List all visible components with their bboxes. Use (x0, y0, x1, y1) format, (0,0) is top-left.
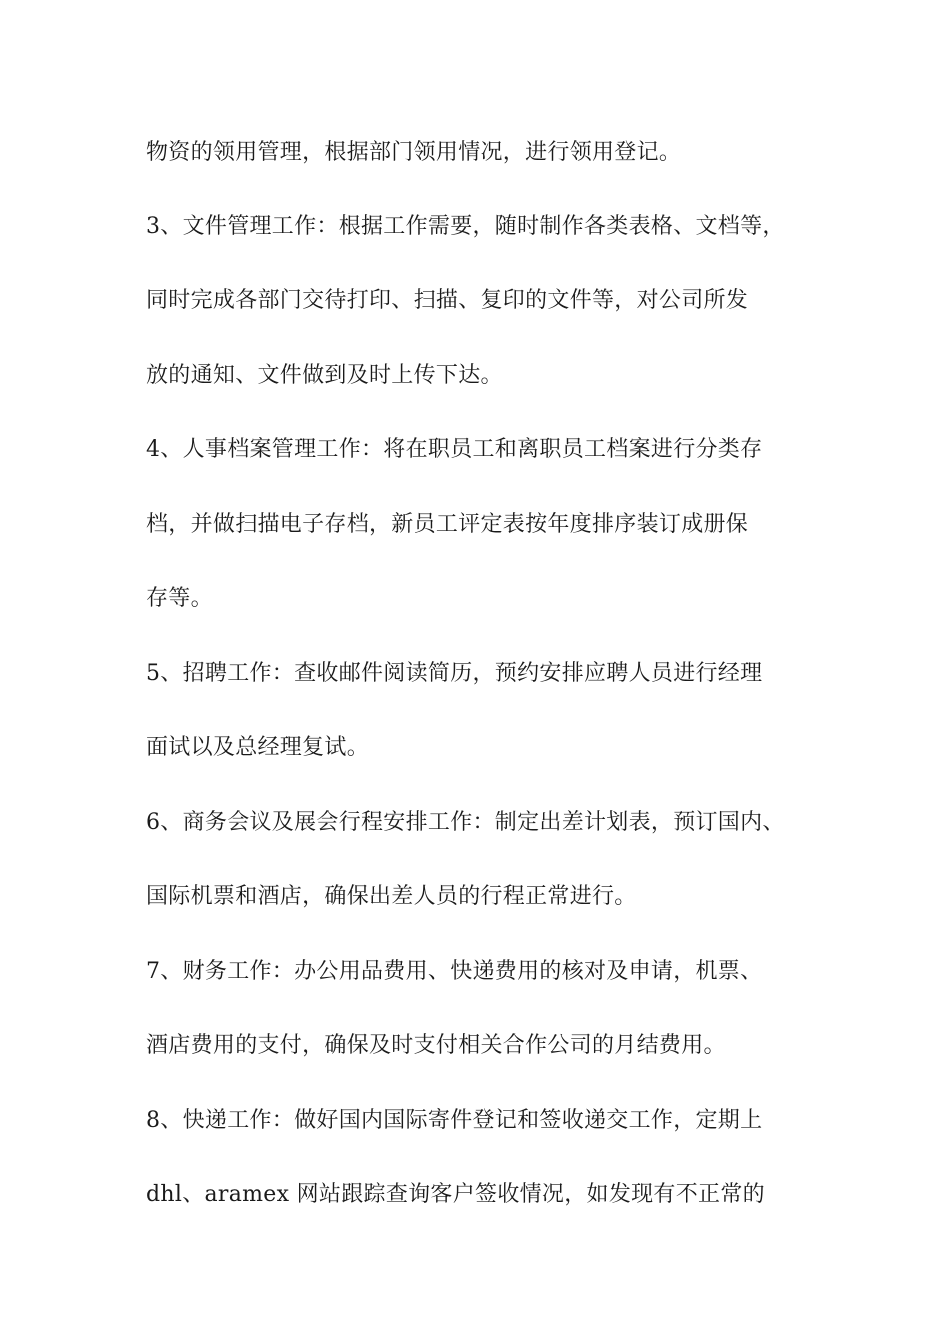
text-line: 物资的领用管理，根据部门领用情况，进行领用登记。 (146, 140, 682, 165)
text-line: 6、商务会议及展会行程安排工作：制定出差计划表，预订国内、 (146, 810, 785, 835)
text-line: 同时完成各部门交待打印、扫描、复印的文件等，对公司所发 (146, 288, 749, 313)
text-line: dhl、aramex 网站跟踪查询客户签收情况，如发现有不正常的 (146, 1182, 765, 1207)
text-line: 放的通知、文件做到及时上传下达。 (146, 363, 503, 388)
text-line: 5、招聘工作：查收邮件阅读简历，预约安排应聘人员进行经理 (146, 661, 763, 686)
text-line: 国际机票和酒店，确保出差人员的行程正常进行。 (146, 884, 637, 909)
text-line: 4、人事档案管理工作：将在职员工和离职员工档案进行分类存 (146, 437, 763, 462)
text-line: 8、快递工作：做好国内国际寄件登记和签收递交工作，定期上 (146, 1108, 763, 1133)
text-line: 存等。 (146, 586, 213, 611)
text-line: 3、文件管理工作：根据工作需要，随时制作各类表格、文档等， (146, 214, 785, 239)
text-line: 酒店费用的支付，确保及时支付相关合作公司的月结费用。 (146, 1033, 726, 1058)
text-line: 7、财务工作：办公用品费用、快递费用的核对及申请，机票、 (146, 959, 763, 984)
text-line: 档，并做扫描电子存档，新员工评定表按年度排序装订成册保 (146, 512, 749, 537)
text-line: 面试以及总经理复试。 (146, 735, 370, 760)
